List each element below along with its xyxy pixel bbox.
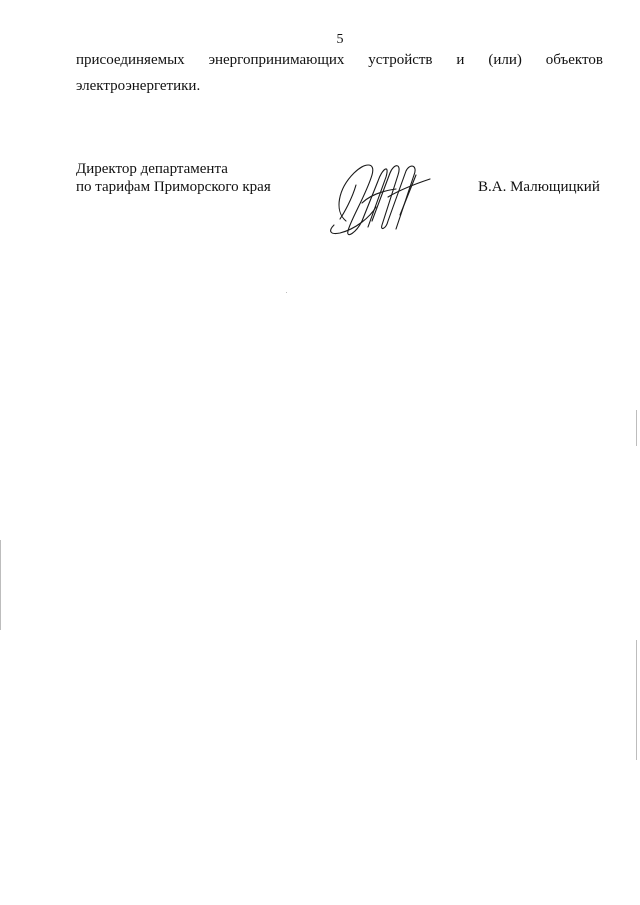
paragraph-line-2: электроэнергетики. — [76, 78, 201, 94]
paragraph-line-1 — [76, 50, 603, 70]
paragraph-word: устройств — [368, 52, 433, 68]
paragraph-word: объектов — [545, 52, 603, 68]
scan-edge-mark — [0, 540, 1, 630]
handwritten-signature — [326, 155, 436, 239]
scan-edge-mark — [636, 410, 637, 446]
scan-edge-mark — [636, 640, 637, 760]
page-number: 5 — [336, 32, 344, 47]
paragraph-word: (или) — [488, 52, 522, 68]
paragraph-word: присоединяемых — [76, 52, 185, 68]
paragraph-word: и — [456, 52, 465, 68]
signatory-title-line-1: Директор департамента — [76, 161, 228, 177]
scan-dot — [286, 292, 287, 293]
signatory-title-line-2: по тарифам Приморского края — [76, 179, 271, 195]
signatory-title — [76, 160, 271, 196]
paragraph-word: энергопринимающих — [208, 52, 345, 68]
signatory-name: В.А. Малющицкий — [478, 179, 600, 195]
